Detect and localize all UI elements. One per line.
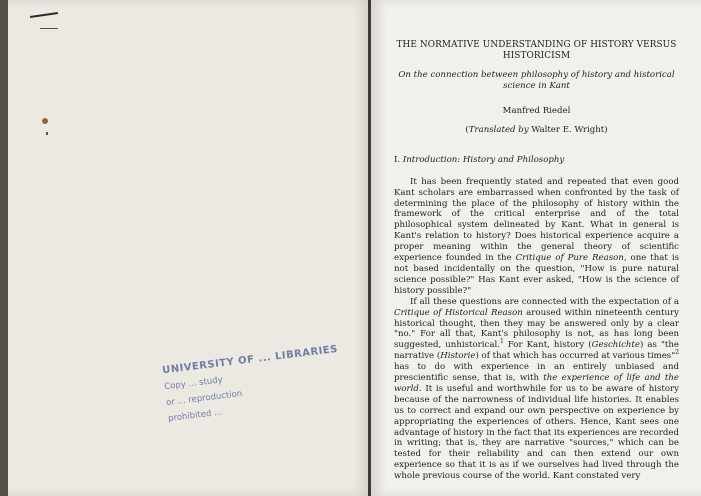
paragraph — [394, 177, 679, 297]
paragraph-italic: Historie — [440, 351, 476, 362]
footnote-marker: 2 — [675, 349, 679, 357]
paragraph-text: It has been frequently stated and repeated that even good Kant scholars are embarrassed when confronted by the task of determining the place of the philosophy of history within the framework of the critical enterprise and of the total philosophical system delineated by Kant. What in general is Kant's relation to history? Does historical experience acquire a proper meaning within the general theory of scientific experience founded in the — [394, 176, 679, 264]
paragraph-text: , one that is not based incidentally on the question, "How is pure natural science possible?" Has Kant ever asked, "How is the science of history possible?" — [394, 253, 679, 296]
article — [394, 40, 679, 482]
book-edge — [0, 0, 8, 496]
article-title: THE NORMATIVE UNDERSTANDING OF HISTORY VERSUS HISTORICISM — [396, 40, 677, 61]
paragraph-text: aroused within nineteenth century historical thought, then they may be answered only by a clear "no." For all that, Kant's philosophy is not, as has long been suggested, unhistorical. — [394, 307, 679, 351]
paragraph-italic: Critique of Historical Reason — [394, 307, 523, 318]
paragraph-text: For Kant, history ( — [503, 340, 592, 351]
pen-mark — [40, 28, 58, 29]
pen-mark — [30, 12, 58, 18]
paragraph-italic: Critique of Pure Reason — [515, 253, 624, 264]
paragraph-text: It is useful and worthwhile for us to be aware of history because of the narrowness of individual life histories. It enables us to correct and expand our own perspective on experience by appropriating the experiences of others. Hence, Kant sees one advantage of history in the fact that its experiences are recorded in writing; that is, they are narrative "sources," which can be tested for their reliability and can then extend our own experience so that it is as if we ourselves had lived through the whole previous course of the world. Kant constated very — [394, 383, 679, 482]
stamp-line: prohibited ... — [167, 407, 223, 424]
pen-mark — [46, 132, 48, 135]
library-stamp — [161, 343, 339, 445]
article-subtitle: On the connection between philosophy of history and historical science in Kant — [398, 70, 675, 91]
paragraph-text: If all these questions are connected with the expectation of a — [410, 296, 679, 307]
translator-prefix: Translated by — [468, 124, 529, 135]
paragraph-text: ) of that which has occurred at various times" — [475, 351, 676, 362]
pen-mark — [42, 118, 48, 124]
stamp-line: UNIVERSITY OF ... LIBRARIES — [161, 343, 339, 377]
paragraph-text: has to do with experience in an entirely unbiased and prescientific sense, that is, with — [394, 362, 679, 384]
footnote-marker: 1 — [499, 338, 504, 346]
left-page — [8, 0, 368, 496]
paragraph-text: ) as "the narrative ( — [394, 340, 679, 362]
paragraph-italic: the experience of life and the world. — [394, 373, 680, 394]
section-title: Introduction: History and Philosophy — [402, 154, 565, 165]
paragraph — [394, 297, 679, 482]
paragraph-italic: Geschichte — [591, 340, 640, 351]
stamp-line: Copy ... study — [163, 375, 224, 393]
section-number: I. — [394, 154, 401, 165]
stamp-line: or ... reproduction — [165, 388, 243, 409]
article-author: Manfred Riedel — [502, 106, 571, 116]
translator-name: Walter E. Wright — [531, 124, 605, 135]
article-translator: (Translated by Walter E. Wright) — [465, 124, 608, 135]
section-heading — [394, 155, 679, 166]
